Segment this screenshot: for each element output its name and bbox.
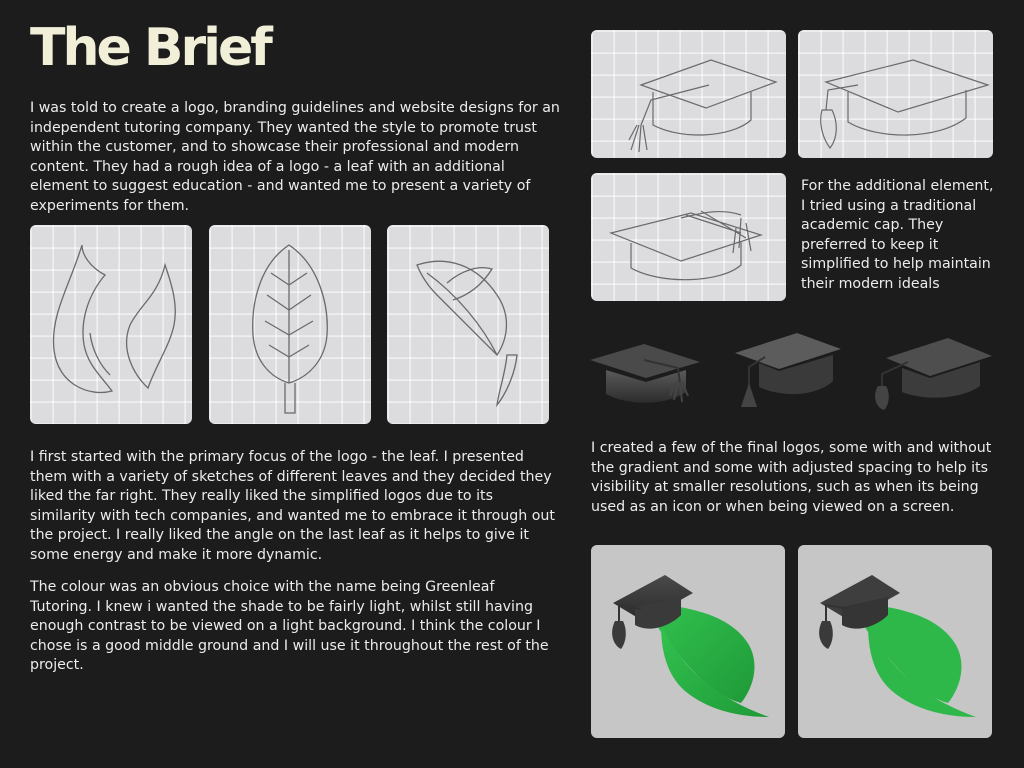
graduation-cap-icon-3 [868,338,992,412]
cap-sketch-3 [591,173,786,301]
final-logo-gradient [591,545,785,738]
leaf-sketch-1 [30,225,192,424]
colour-paragraph: The colour was an obvious choice with the name being Greenleaf Tutoring. I knew i wanted the shade to be fairly light, whilst still having enough contrast to be viewed on a light background. I think the colour I chose is a good middle ground and I will use it throughout the rest of the project. [30,579,549,673]
cap-paragraph: For the additional element, I tried using a traditional academic cap. They preferred to keep it simplified to help maintain their modern ideals [801,178,994,292]
final-logo-flat [798,545,992,738]
brief-paragraph: I was told to create a logo, branding guidelines and website designs for an independent tutoring company. They wanted the style to promote trust within the customer, and to showcase their professional and modern content. They had a rough idea of a logo - a leaf with an additional element to suggest education - and wanted me to present a variety of experiments for them. [30,100,560,214]
cap-sketch-2 [798,30,993,158]
page-title: The Brief [30,18,270,78]
leaf-paragraph: I first started with the primary focus of the logo - the leaf. I presented them with a variety of sketches of different leaves and they decided they liked the far right. They really liked the simplified logos due to its similarity with tech companies, and wanted me to embrace it through out the project. I really liked the angle on the last leaf as it helps to give it some energy and make it more dynamic. [30,449,555,563]
final-paragraph: I created a few of the final logos, some with and without the gradient and some with adjusted spacing to help its visibility at smaller resolutions, such as when its being used as an icon or when being viewed on a screen. [591,440,992,515]
graduation-cap-icon-2 [735,333,843,413]
leaf-sketch-2 [209,225,371,424]
graduation-cap-icon-1 [588,338,702,410]
leaf-sketch-3 [387,225,549,424]
cap-sketch-1 [591,30,786,158]
